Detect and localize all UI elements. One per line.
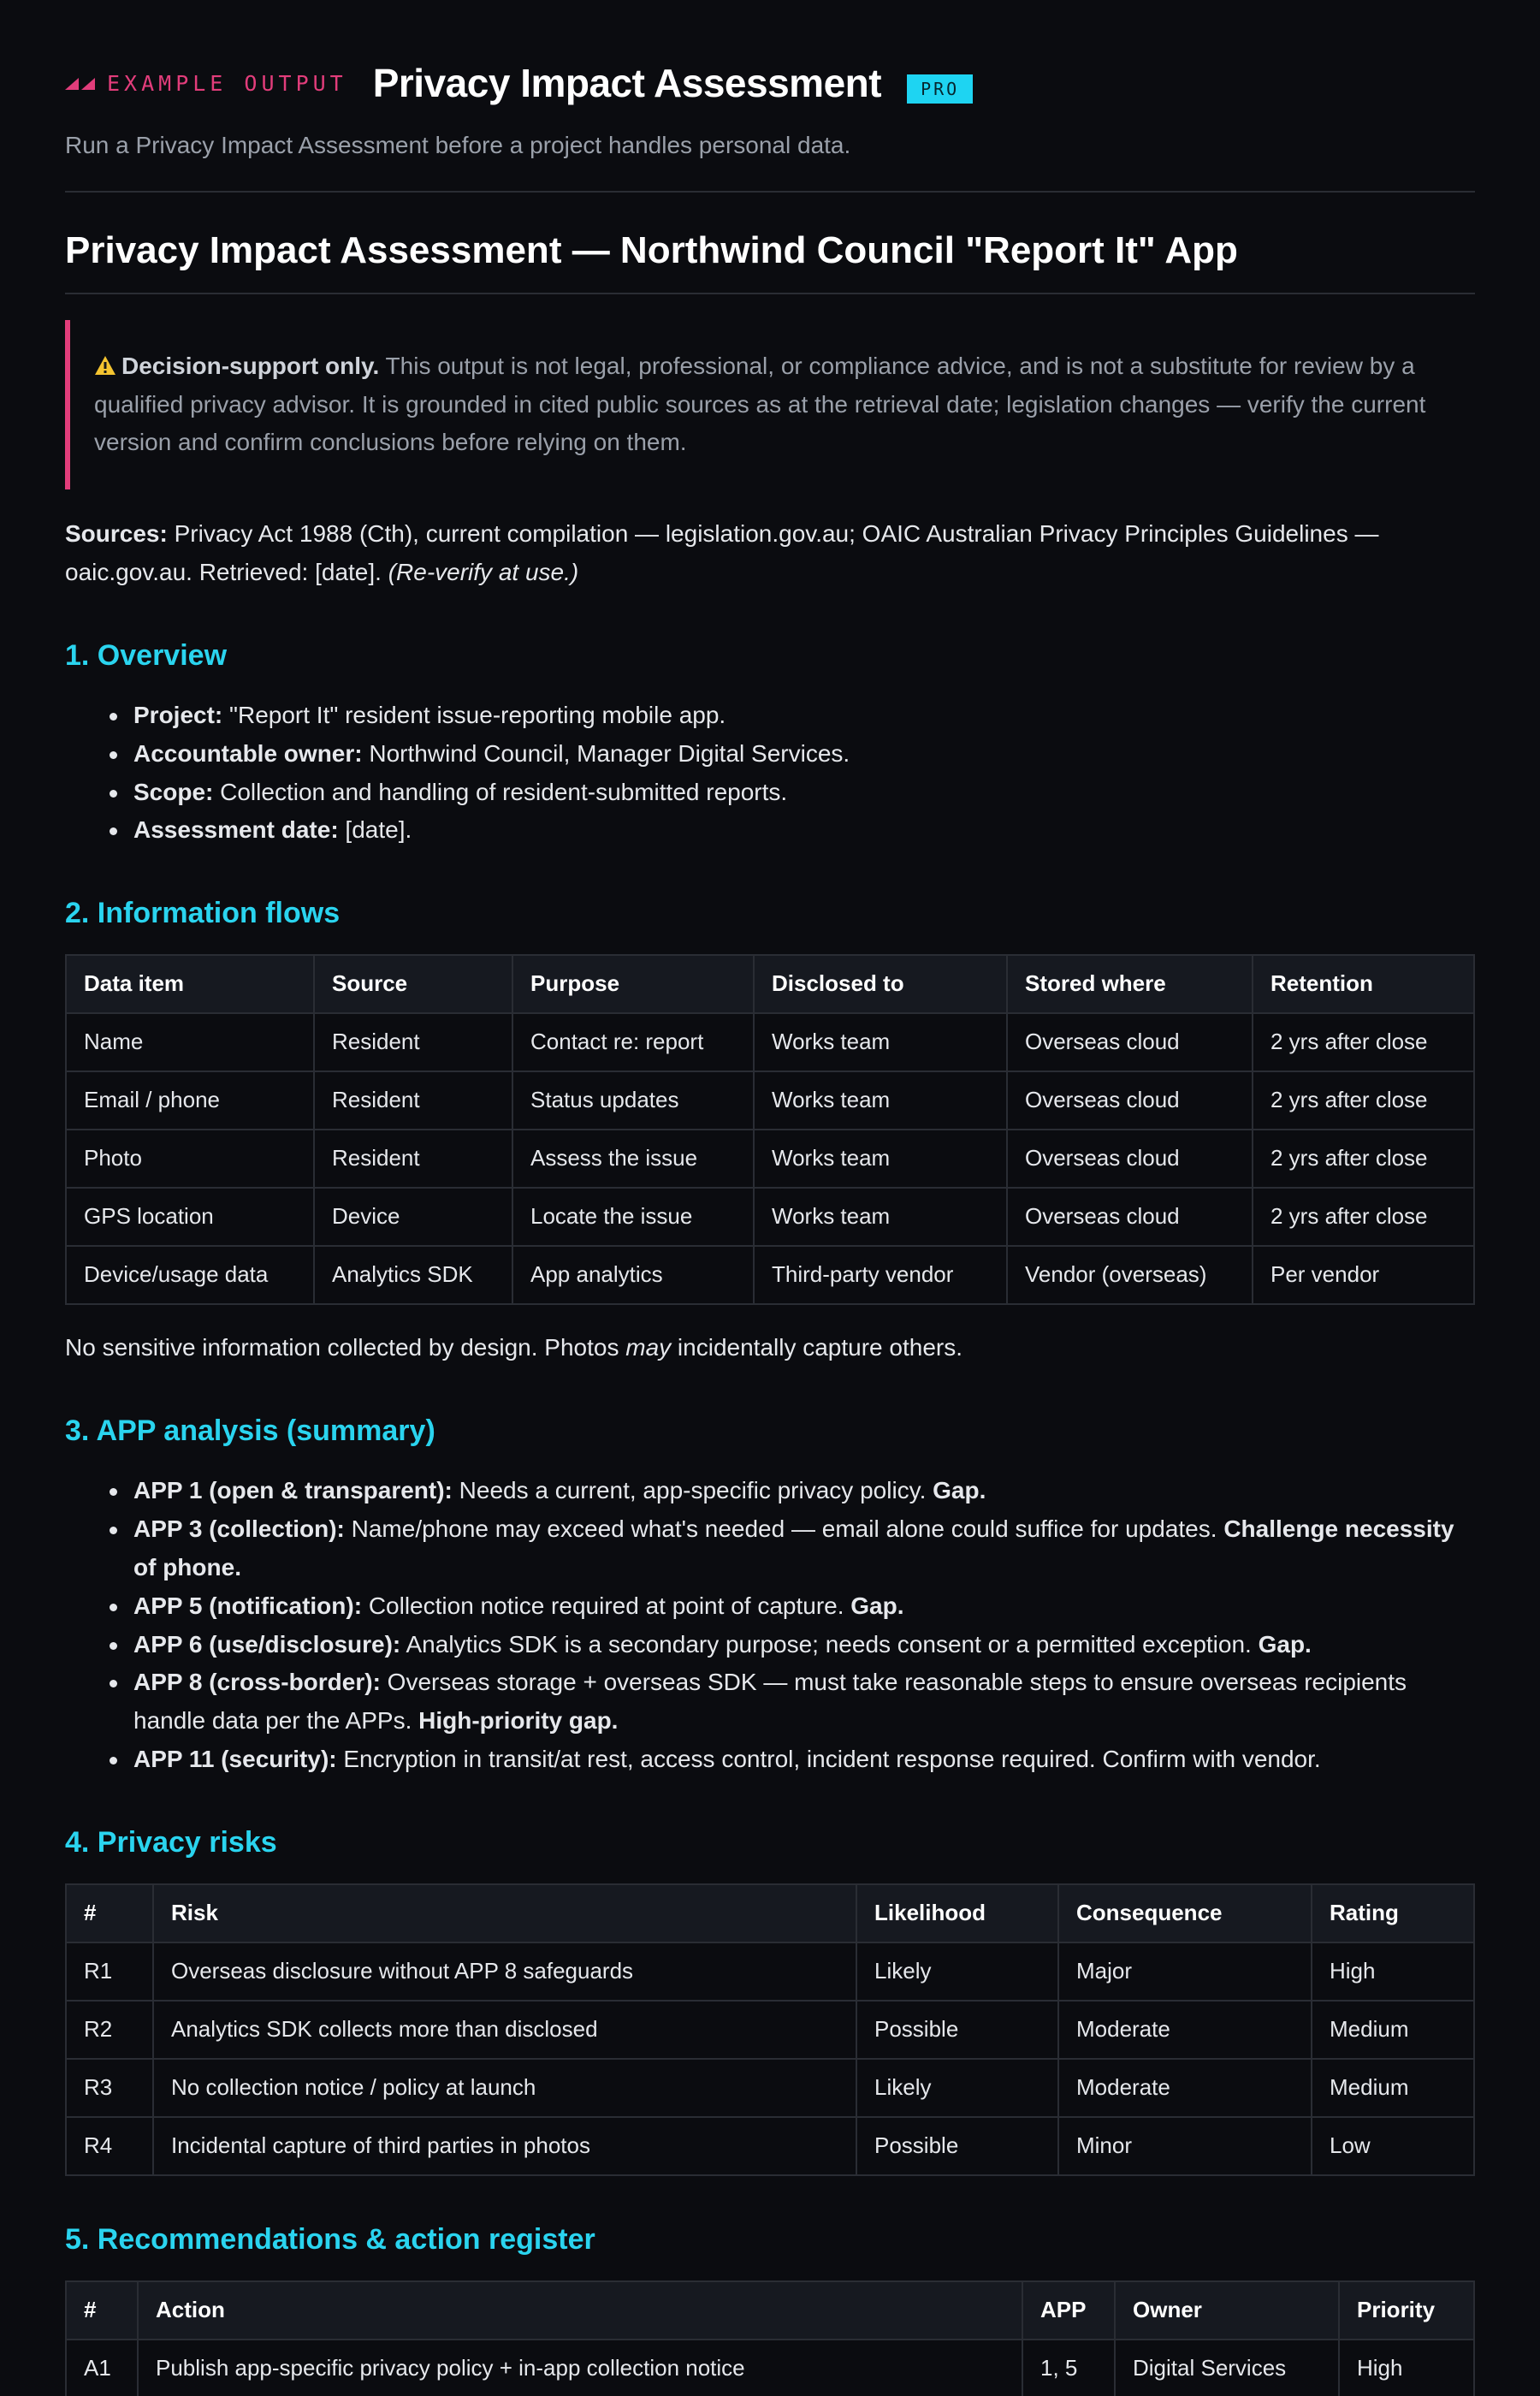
table-cell: Resident — [314, 1071, 512, 1130]
sources-label: Sources: — [65, 520, 168, 548]
table-row — [66, 1246, 1474, 1304]
item-text: "Report It" resident issue-reporting mobile app. — [222, 701, 726, 728]
section-heading-information-flows: 2. Information flows — [65, 897, 341, 930]
table-cell: Resident — [314, 1130, 512, 1188]
column-header: APP — [1022, 2281, 1115, 2340]
item-text: Northwind Council, Manager Digital Services. — [362, 739, 850, 767]
table-cell: Likely — [856, 2059, 1058, 2117]
sources — [65, 515, 1475, 592]
item-text: Encryption in transit/at rest, access control, incident response required. Confirm with vendor. — [336, 1745, 1321, 1772]
table-cell: R3 — [66, 2059, 153, 2117]
table-cell: 2 yrs after close — [1253, 1130, 1474, 1188]
table-row — [66, 1942, 1474, 2001]
table-cell: 2 yrs after close — [1253, 1013, 1474, 1071]
column-header: Rating — [1312, 1884, 1474, 1942]
app-analysis-list — [65, 1472, 1475, 1778]
sources-note: (Re-verify at use.) — [388, 558, 579, 585]
tagline: Run a Privacy Impact Assessment before a project handles personal data. — [65, 132, 851, 158]
column-header: Retention — [1253, 955, 1474, 1013]
table-cell: Likely — [856, 1942, 1058, 2001]
table-cell: Publish app-specific privacy policy + in-app collection notice — [138, 2340, 1022, 2396]
table-cell: Third-party vendor — [754, 1246, 1007, 1304]
item-label: APP 1 (open & transparent): — [133, 1477, 453, 1504]
item-text: Overseas storage + overseas SDK — must take reasonable steps to ensure overseas recipients handle data per the APPs. — [133, 1669, 1407, 1735]
pro-badge: PRO — [907, 74, 973, 104]
list-item — [133, 1587, 1475, 1626]
note-emphasis: may — [625, 1334, 672, 1361]
table-cell: Analytics SDK collects more than disclosed — [153, 2001, 856, 2059]
table-cell: R2 — [66, 2001, 153, 2059]
table-cell: Digital Services — [1115, 2340, 1339, 2396]
document-title: Privacy Impact Assessment — Northwind Council "Report It" App — [65, 228, 1238, 271]
list-item — [133, 774, 1475, 812]
table-row — [66, 1071, 1474, 1130]
item-text: Name/phone may exceed what's needed — email alone could suffice for updates. — [344, 1515, 1224, 1543]
item-label: APP 8 (cross-border): — [133, 1669, 381, 1696]
table-cell: Status updates — [512, 1071, 754, 1130]
table-cell: Moderate — [1058, 2001, 1312, 2059]
table-cell: Assess the issue — [512, 1130, 754, 1188]
table-cell: GPS location — [66, 1188, 314, 1246]
list-item — [133, 735, 1475, 774]
table-cell: Works team — [754, 1013, 1007, 1071]
table-cell: 1, 5 — [1022, 2340, 1115, 2396]
item-label: APP 3 (collection): — [133, 1515, 345, 1543]
table-cell: Works team — [754, 1188, 1007, 1246]
note-text: incidentally capture others. — [671, 1334, 963, 1361]
table-row — [66, 2340, 1474, 2396]
item-label: Project: — [133, 701, 223, 728]
table-cell: Per vendor — [1253, 1246, 1474, 1304]
item-label: Assessment date: — [133, 816, 339, 844]
table-cell: Overseas cloud — [1007, 1130, 1253, 1188]
table-cell: Device/usage data — [66, 1246, 314, 1304]
section-heading-recommendations: 5. Recommendations & action register — [65, 2222, 595, 2256]
column-header: Data item — [66, 955, 314, 1013]
table-header-row — [66, 2281, 1474, 2340]
table-cell: Overseas cloud — [1007, 1188, 1253, 1246]
item-label: APP 5 (notification): — [133, 1592, 363, 1619]
item-label: Scope: — [133, 778, 214, 805]
section-heading-overview: 1. Overview — [65, 638, 228, 672]
item-text: Collection notice required at point of capture. — [362, 1592, 851, 1619]
list-item — [133, 1664, 1475, 1741]
item-flag: Challenge necessity of phone. — [133, 1515, 1454, 1581]
table-cell: Possible — [856, 2117, 1058, 2175]
flows-note — [65, 1329, 1475, 1367]
table-cell: High — [1312, 1942, 1474, 2001]
table-cell: Name — [66, 1013, 314, 1071]
column-header: Source — [314, 955, 512, 1013]
table-cell: A1 — [66, 2340, 138, 2396]
table-row — [66, 1013, 1474, 1071]
column-header: Consequence — [1058, 1884, 1312, 1942]
callout-text: This output is not legal, professional, or compliance advice, and is not a substitute for review by a qualified privacy advisor. It is grounded in cited public sources as at the retrieval date; legislation changes — verify the current version and confirm conclusions before relying on them. — [94, 352, 1426, 456]
table-cell: Locate the issue — [512, 1188, 754, 1246]
table-cell: Works team — [754, 1071, 1007, 1130]
brand — [65, 67, 347, 101]
table-cell: Email / phone — [66, 1071, 314, 1130]
information-flows-table — [65, 954, 1475, 1305]
item-text: Collection and handling of resident-submitted reports. — [213, 778, 788, 805]
app-title: Privacy Impact Assessment — [372, 61, 882, 106]
table-cell: App analytics — [512, 1246, 754, 1304]
table-cell: Analytics SDK — [314, 1246, 512, 1304]
table-cell: High — [1339, 2340, 1474, 2396]
table-cell: 2 yrs after close — [1253, 1071, 1474, 1130]
section-heading-app-analysis: 3. APP analysis (summary) — [65, 1414, 435, 1448]
table-cell: R4 — [66, 2117, 153, 2175]
note-text: No sensitive information collected by design. Photos — [65, 1334, 626, 1361]
divider — [65, 293, 1475, 294]
table-cell: Minor — [1058, 2117, 1312, 2175]
item-text: Analytics SDK is a secondary purpose; needs consent or a permitted exception. — [400, 1630, 1259, 1658]
disclaimer-callout — [65, 320, 1475, 489]
column-header: # — [66, 1884, 153, 1942]
column-header: # — [66, 2281, 138, 2340]
item-label: Accountable owner: — [133, 739, 363, 767]
table-header-row — [66, 1884, 1474, 1942]
column-header: Priority — [1339, 2281, 1474, 2340]
item-flag: Gap. — [933, 1477, 986, 1504]
item-flag: Gap. — [1258, 1630, 1312, 1658]
table-row — [66, 1188, 1474, 1246]
list-item — [133, 1472, 1475, 1510]
item-label: APP 6 (use/disclosure): — [133, 1630, 401, 1658]
column-header: Likelihood — [856, 1884, 1058, 1942]
item-text: Needs a current, app-specific privacy policy. — [452, 1477, 933, 1504]
list-item — [133, 697, 1475, 735]
table-cell: Possible — [856, 2001, 1058, 2059]
table-cell: Contact re: report — [512, 1013, 754, 1071]
table-row — [66, 2117, 1474, 2175]
table-cell: Medium — [1312, 2059, 1474, 2117]
table-cell: Works team — [754, 1130, 1007, 1188]
table-cell: Device — [314, 1188, 512, 1246]
table-cell: Vendor (overseas) — [1007, 1246, 1253, 1304]
sources-text: Privacy Act 1988 (Cth), current compilation — legislation.gov.au; OAIC Australian Privacy Principles Guidelines — oaic.gov.au. Retrieved: [date]. — [65, 520, 1379, 585]
table-cell: R1 — [66, 1942, 153, 2001]
warning-icon — [94, 355, 116, 376]
table-cell: Overseas cloud — [1007, 1071, 1253, 1130]
section-heading-privacy-risks: 4. Privacy risks — [65, 1825, 277, 1859]
item-label: APP 11 (security): — [133, 1745, 337, 1772]
column-header: Risk — [153, 1884, 856, 1942]
table-cell: Moderate — [1058, 2059, 1312, 2117]
list-item — [133, 1626, 1475, 1664]
table-row — [66, 2001, 1474, 2059]
privacy-risks-table — [65, 1883, 1475, 2176]
brand-logo-icon — [65, 78, 95, 90]
top-header — [65, 0, 1475, 108]
action-register-table — [65, 2280, 1475, 2396]
table-cell: Low — [1312, 2117, 1474, 2175]
overview-list — [65, 697, 1475, 850]
item-text: [date]. — [338, 816, 412, 844]
list-item — [133, 1510, 1475, 1587]
column-header: Purpose — [512, 955, 754, 1013]
column-header: Stored where — [1007, 955, 1253, 1013]
column-header: Disclosed to — [754, 955, 1007, 1013]
list-item — [133, 811, 1475, 850]
table-row — [66, 1130, 1474, 1188]
table-cell: No collection notice / policy at launch — [153, 2059, 856, 2117]
table-cell: Medium — [1312, 2001, 1474, 2059]
item-flag: Gap. — [850, 1592, 904, 1619]
column-header: Action — [138, 2281, 1022, 2340]
list-item — [133, 1741, 1475, 1779]
table-cell: Resident — [314, 1013, 512, 1071]
table-cell: Overseas cloud — [1007, 1013, 1253, 1071]
eyebrow-label: EXAMPLE OUTPUT — [107, 71, 347, 96]
table-cell: Photo — [66, 1130, 314, 1188]
column-header: Owner — [1115, 2281, 1339, 2340]
table-row — [66, 2059, 1474, 2117]
table-cell: Overseas disclosure without APP 8 safeguards — [153, 1942, 856, 2001]
table-cell: Incidental capture of third parties in photos — [153, 2117, 856, 2175]
callout-lead: Decision-support only. — [121, 352, 380, 379]
table-cell: 2 yrs after close — [1253, 1188, 1474, 1246]
table-cell: Major — [1058, 1942, 1312, 2001]
item-flag: High-priority gap. — [418, 1707, 619, 1735]
table-header-row — [66, 955, 1474, 1013]
